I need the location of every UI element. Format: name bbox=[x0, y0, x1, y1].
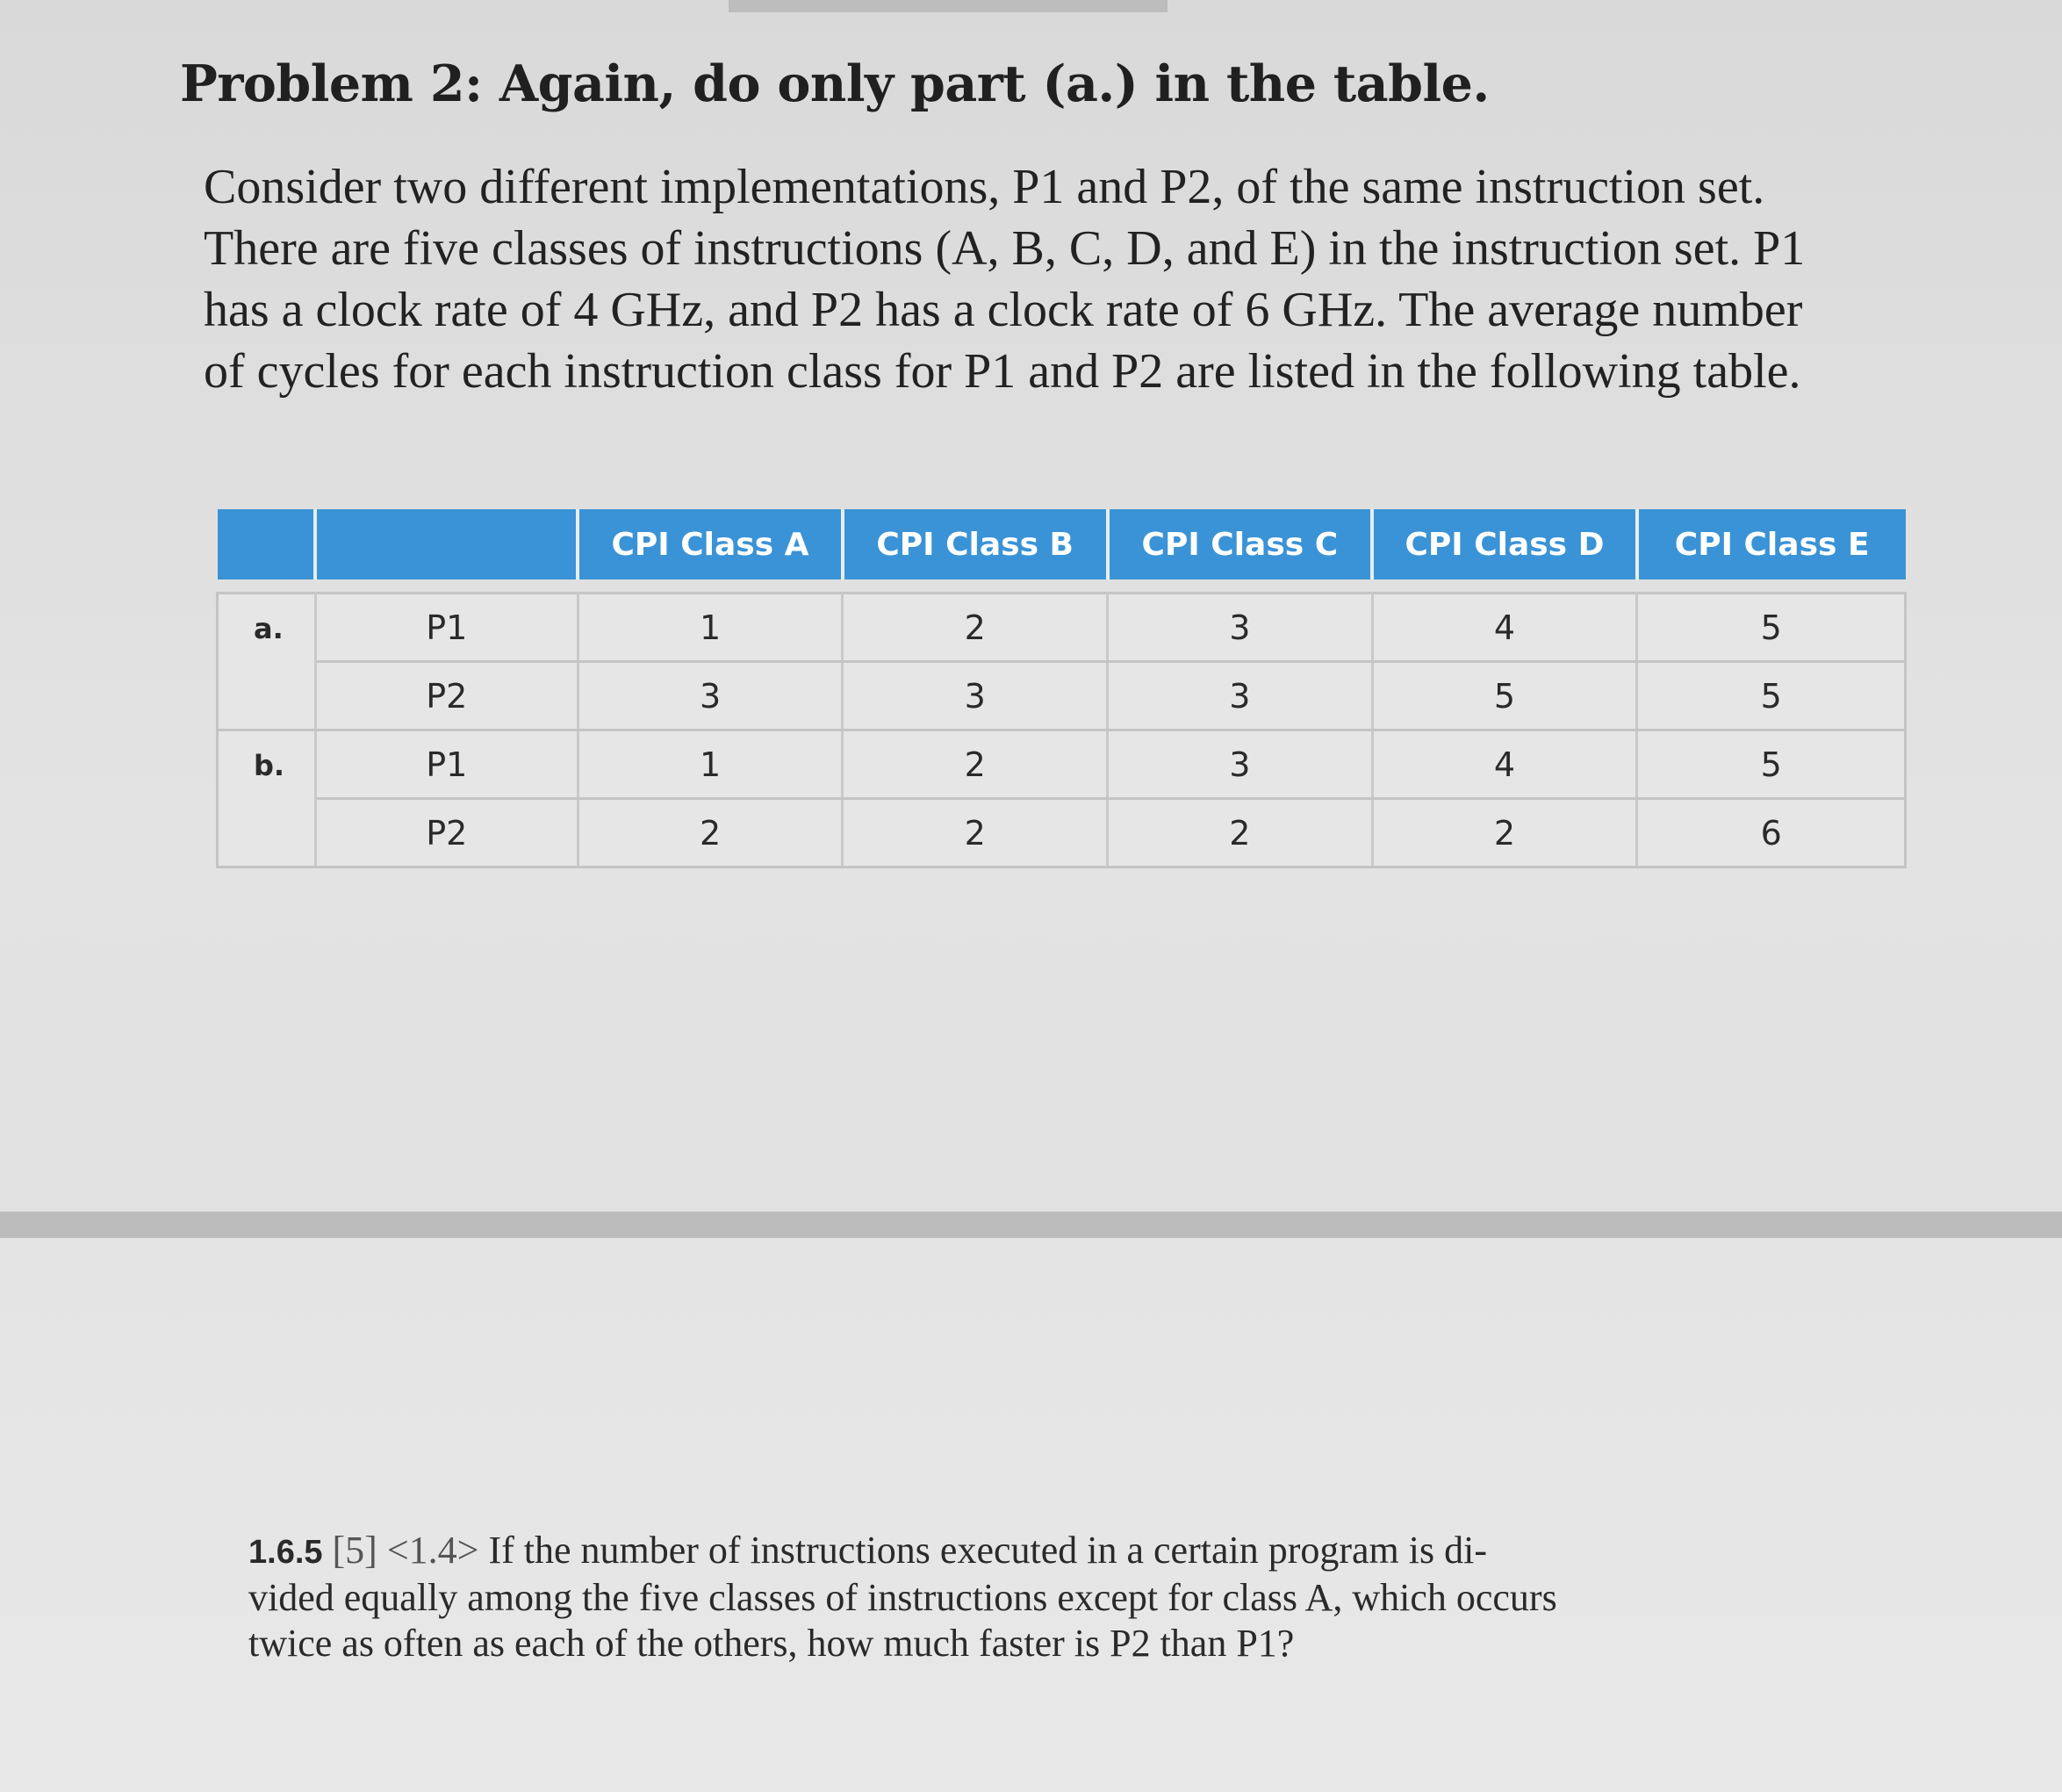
cpi-cell: 3 bbox=[843, 662, 1108, 730]
problem-title: Problem 2: Again, do only part (a.) in the table. bbox=[180, 54, 1490, 113]
header-cell-class-b: CPI Class B bbox=[843, 509, 1108, 579]
header-cell bbox=[218, 509, 316, 579]
header-cell-class-c: CPI Class C bbox=[1108, 509, 1373, 579]
cpi-cell: 4 bbox=[1372, 594, 1637, 662]
cpi-cell: 2 bbox=[1372, 799, 1637, 867]
header-cell-class-d: CPI Class D bbox=[1372, 509, 1637, 579]
cpi-cell: 5 bbox=[1637, 662, 1906, 730]
question-line: twice as often as each of the others, how much faster is P2 than P1? bbox=[248, 1622, 1295, 1665]
processor-cell: P2 bbox=[315, 662, 578, 730]
part-label: b. bbox=[218, 730, 316, 867]
cpi-cell: 5 bbox=[1637, 730, 1906, 799]
cpi-cell: 1 bbox=[578, 730, 843, 799]
intro-line: There are five classes of instructions (A, B, C, D, and E) in the instruction set. P1 bbox=[204, 221, 1806, 276]
section-divider bbox=[0, 1212, 2062, 1238]
cpi-cell: 2 bbox=[843, 594, 1108, 662]
question-line bbox=[248, 1528, 1653, 1575]
intro-line: has a clock rate of 4 GHz, and P2 has a clock rate of 6 GHz. The average number bbox=[204, 283, 1803, 337]
cpi-cell: 1 bbox=[578, 594, 843, 662]
cpi-table bbox=[216, 509, 1907, 868]
cpi-cell: 3 bbox=[578, 662, 843, 730]
top-edge-strip bbox=[729, 0, 1168, 12]
cpi-cell: 6 bbox=[1637, 799, 1906, 867]
cpi-cell: 3 bbox=[1108, 594, 1373, 662]
cpi-cell: 5 bbox=[1637, 594, 1906, 662]
header-cell-class-e: CPI Class E bbox=[1637, 509, 1906, 579]
lower-panel bbox=[0, 1238, 2062, 1792]
cpi-cell: 3 bbox=[1108, 730, 1373, 799]
cpi-cell: 2 bbox=[578, 799, 843, 867]
header-cell-class-a: CPI Class A bbox=[578, 509, 843, 579]
header-cell bbox=[315, 509, 578, 579]
question-line: vided equally among the five classes of instructions except for class A, which occurs bbox=[248, 1576, 1557, 1619]
cpi-cell: 2 bbox=[843, 799, 1108, 867]
table-row bbox=[218, 799, 1906, 867]
intro-line: Consider two different implementations, P1 and P2, of the same instruction set. bbox=[204, 160, 1765, 214]
cpi-cell: 5 bbox=[1372, 662, 1637, 730]
table-row bbox=[218, 662, 1906, 730]
processor-cell: P1 bbox=[315, 730, 578, 799]
intro-line: of cycles for each instruction class for P1 and P2 are listed in the following table. bbox=[204, 344, 1801, 399]
table-row bbox=[218, 594, 1906, 662]
question-1-6-5 bbox=[248, 1528, 1653, 1666]
cpi-cell: 4 bbox=[1372, 730, 1637, 799]
problem-intro bbox=[204, 156, 1959, 402]
table-row bbox=[218, 730, 1906, 799]
part-label: a. bbox=[218, 594, 316, 730]
question-tag: [5] <1.4> bbox=[332, 1529, 479, 1572]
cpi-cell: 2 bbox=[1108, 799, 1373, 867]
table-header-row bbox=[218, 509, 1906, 579]
processor-cell: P2 bbox=[315, 799, 578, 867]
question-text: If the number of instructions executed in a certain program is di- bbox=[488, 1529, 1487, 1572]
cpi-cell: 3 bbox=[1108, 662, 1373, 730]
question-number: 1.6.5 bbox=[248, 1534, 323, 1571]
cpi-cell: 2 bbox=[843, 730, 1108, 799]
processor-cell: P1 bbox=[315, 594, 578, 662]
